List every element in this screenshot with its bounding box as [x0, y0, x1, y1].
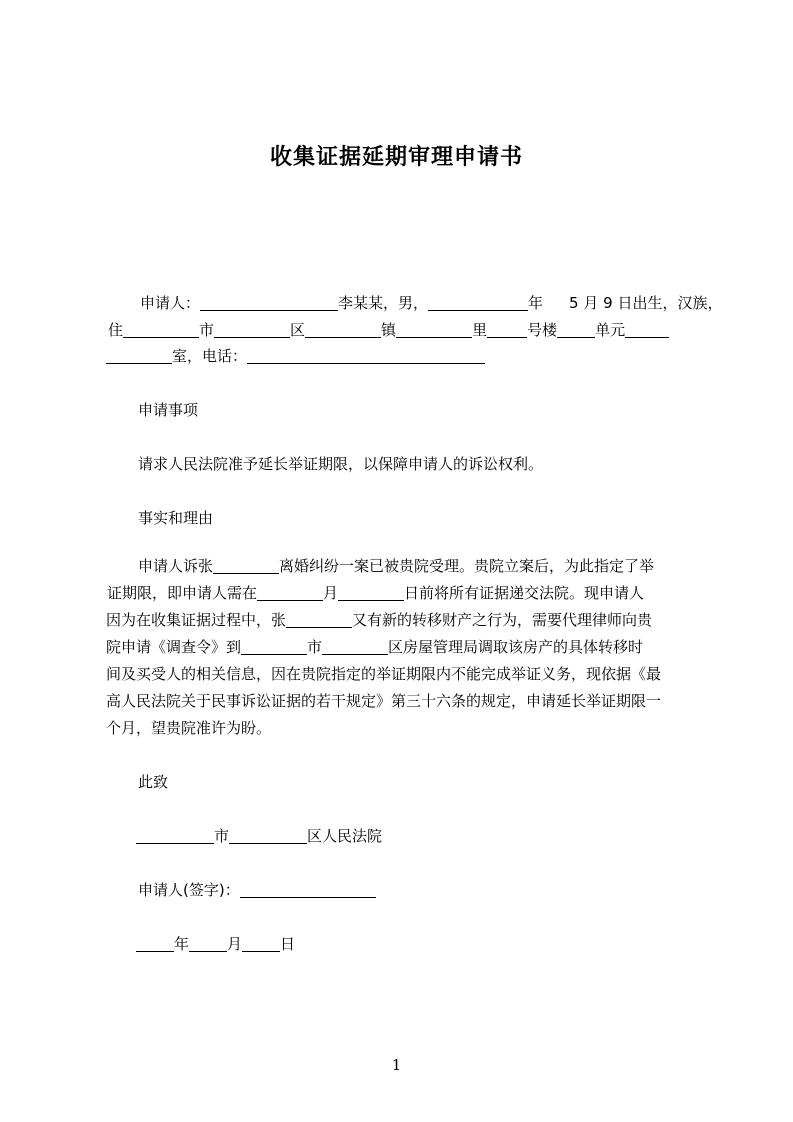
facts-text: 证期限，即申请人需在: [107, 584, 258, 602]
blank: [242, 936, 280, 952]
blank: [189, 936, 227, 952]
addr-label: 住: [108, 321, 124, 339]
applicant-line-3: [106, 345, 485, 366]
facts-text: 区房屋管理局调取该房产的具体转移时: [388, 638, 644, 656]
blank: [136, 936, 174, 952]
date-line: [136, 933, 295, 954]
year-label: 年: [528, 294, 544, 312]
date-year: 年: [174, 935, 190, 953]
room-phone-label: 室，电话：: [172, 347, 248, 365]
applicant-line-2: [108, 319, 669, 340]
blank: [200, 295, 338, 311]
page-number: 1: [391, 1056, 402, 1074]
court-line: [136, 825, 382, 846]
facts-text: 离婚纠纷一案已被贵院受理。贵院立案后，为此指定了举: [279, 557, 655, 575]
facts-text: 市: [307, 638, 323, 656]
addr-town: 镇: [381, 321, 397, 339]
blank: [213, 558, 279, 574]
blank: [305, 322, 381, 338]
blank: [123, 322, 199, 338]
blank: [396, 322, 472, 338]
blank: [322, 639, 388, 655]
facts-text: 日前将所有证据递交法院。现申请人: [404, 584, 645, 602]
birth-text: 5 月 9 日出生，汉族，: [569, 294, 723, 312]
signature-label: 申请人(签字)：: [138, 881, 240, 899]
blank: [557, 322, 595, 338]
date-month: 月: [227, 935, 243, 953]
closing-text: 此致: [138, 773, 169, 791]
addr-unit: 单元: [595, 321, 626, 339]
date-day: 日: [280, 935, 296, 953]
blank: [229, 828, 307, 844]
blank: [136, 828, 214, 844]
section-request-heading: 申请事项: [138, 401, 199, 419]
blank: [247, 348, 485, 364]
blank: [625, 322, 669, 338]
blank: [286, 612, 352, 628]
blank: [241, 639, 307, 655]
facts-text: 申请人诉张: [138, 557, 214, 575]
blank: [338, 585, 404, 601]
document-title: 收集证据延期审理申请书: [269, 145, 523, 170]
court-name: 区人民法院: [307, 827, 383, 845]
applicant-line-1: [140, 292, 722, 313]
addr-district: 区: [290, 321, 306, 339]
addr-li: 里: [472, 321, 488, 339]
facts-line-2: [107, 582, 644, 603]
facts-line-5: 间及买受人的相关信息，因在贵院指定的举证期限内不能完成举证义务，现依据《最: [106, 665, 662, 683]
request-text: 请求人民法院准予延长举证期限，以保障申请人的诉讼权利。: [138, 455, 544, 473]
addr-building: 号楼: [527, 321, 558, 339]
applicant-label: 申请人：: [140, 294, 201, 312]
blank: [106, 348, 172, 364]
applicant-name: 李某某，男，: [338, 294, 429, 312]
blank: [257, 585, 323, 601]
facts-text: 又有新的转移财产之行为，需要代理律师向贵: [352, 611, 653, 629]
facts-line-1: [138, 555, 654, 576]
addr-city: 市: [199, 321, 215, 339]
facts-line-3: [106, 609, 652, 630]
signature-blank: [240, 882, 376, 898]
court-city: 市: [214, 827, 230, 845]
facts-text: 月: [323, 584, 339, 602]
facts-line-4: [106, 636, 643, 657]
facts-text: 院申请《调查令》到: [106, 638, 242, 656]
blank: [487, 322, 527, 338]
facts-text: 因为在收集证据过程中，张: [106, 611, 287, 629]
section-facts-heading: 事实和理由: [138, 509, 214, 527]
blank: [214, 322, 290, 338]
signature-line: [138, 879, 376, 900]
facts-line-7: 个月，望贵院准许为盼。: [106, 719, 272, 737]
blank: [428, 295, 528, 311]
facts-line-6: 高人民法院关于民事诉讼证据的若干规定》第三十六条的规定，申请延长举证期限一: [106, 692, 662, 710]
